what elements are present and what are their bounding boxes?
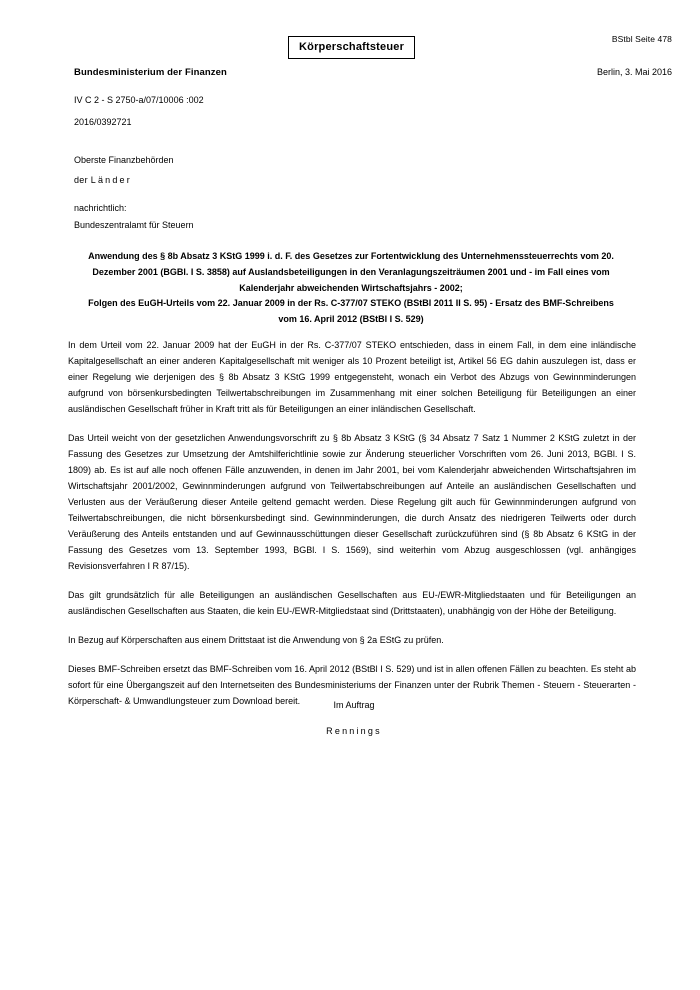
notice-label: nachrichtlich: — [74, 203, 127, 213]
body-paragraph: Dieses BMF-Schreiben ersetzt das BMF-Schreiben vom 16. April 2012 (BStBl I S. 529) und ist in allen offenen Fällen zu beachten. Es steht ab sofort für eine Übergangszeit auf den Internetseiten des Bundesministeriums der Finanzen unter der Rubrik Themen - Steuern - Steuerarten - Körperschaft- & Umwandlungsteuer zum Download bereit. — [68, 664, 636, 707]
notice-recipient: Bundeszentralamt für Steuern — [74, 220, 194, 230]
addressee-line-2 — [74, 175, 132, 185]
subject-line-1: Anwendung des § 8b Absatz 3 KStG 1999 i. d. F. des Gesetzes zur Fortentwicklung des Unternehmenssteuerrechts vom 20. — [88, 251, 614, 261]
body-paragraph: In dem Urteil vom 22. Januar 2009 hat der EuGH in der Rs. C-377/07 STEKO entschieden, dass in einem Fall, in dem eine inländische Kapitalgesellschaft an einer anderen Kapitalgesellschaft mit weniger als 10 Prozent beteiligt ist, Artikel 56 EG dahin auszulegen ist, dass er einer Regelung wie derjenigen des § 8b Absatz 3 KStG 1999 entgegensteht, wonach ein Verbot des Abzugs von Gewinnminderungen aufgrund von börsenkursbedingten Teilwertabschreibungen im Zusammenhang mit einer solchen Beteiligung für Beteiligungen an einer ausländischen Gesellschaft früher in Kraft tritt als für Beteiligungen an einer inländischen Gesellschaft. — [68, 340, 636, 415]
document-title-box: Körperschaftsteuer — [288, 36, 415, 59]
subject-line-5: vom 16. April 2012 (BStBl I S. 529) — [278, 314, 424, 324]
document-number: 2016/0392721 — [74, 117, 132, 127]
subject-line-3: Kalenderjahr abweichenden Wirtschaftsjahrs - 2002; — [239, 282, 463, 293]
signature-block — [0, 700, 700, 736]
reference-number: IV C 2 - S 2750-a/07/10006 :002 — [74, 95, 204, 105]
body-paragraph: Das gilt grundsätzlich für alle Beteiligungen an ausländischen Gesellschaften aus EU-/EWR-Mitgliedstaaten und für Beteiligungen an ausländischen Gesellschaften aus Staaten, die kein EU-/EWR-Mitgliedstaat sind (Drittstaaten), unabhängig von der Höhe der Beteiligung. — [68, 590, 636, 617]
signature-by-order: Im Auftrag — [333, 700, 375, 710]
subject-line-2: Dezember 2001 (BGBl. I S. 3858) auf Auslandsbeteiligungen in den Veranlagungszeiträumen 2001 und - im Fall eines vom — [92, 266, 610, 277]
body-paragraph: In Bezug auf Körperschaften aus einem Drittstaat ist die Anwendung von § 2a EStG zu prüfen. — [68, 635, 444, 646]
bstbl-page-reference: BStbl Seite 478 — [611, 34, 672, 44]
body-paragraph: Das Urteil weicht von der gesetzlichen Anwendungsvorschrift zu § 8b Absatz 3 KStG (§ 34 Absatz 7 Satz 1 Nummer 2 KStG zuletzt in der Fassung des Gesetzes zur Umsetzung der Amtshilferichtlinie sowie zur Änderung steuerlicher Vorschriften vom 26. Juni 2013, BGBl. I S. 1809) ab. Es ist auf alle noch offenen Fälle anzuwenden, in denen im Jahr 2001, bei vom Kalenderjahr abweichenden Wirtschaftsjahren im Wirtschaftsjahr 2001/2002, Gewinnminderungen aufgrund von Teilwertabschreibungen auf Anteile an ausländischen Gesellschaften und Verlusten aus der Veräußerung dieser Anteile geltend gemacht werden. Diese Regelung gilt auch für Gewinnminderungen aufgrund von Teilwertabschreibungen, die nicht börsenkursbedingt sind. Gewinnminderungen, die durch Ansatz des niedrigeren Teilwerts oder durch Veräußerung des Anteils entstanden und auf Gewinnausschüttungen dieser Gesellschaft zurückzuführen sind (§ 8b Absatz 6 KStG in der Fassung des Gesetzes vom 13. September 1993, BGBl. I S. 1569), sind weiterhin vom Abzug ausgeschlossen (vgl. anhängiges Revisionsverfahren I R 87/15). — [68, 433, 636, 572]
addressee-line-2-prefix: der — [74, 175, 88, 185]
signature-name: Rennings — [326, 726, 382, 736]
subject-line-4: Folgen des EuGH-Urteils vom 22. Januar 2009 in der Rs. C-377/07 STEKO (BStBl 2011 II S. 95) - Ersatz des BMF-Schreibens — [88, 298, 614, 309]
body-text — [68, 337, 636, 722]
subject-block — [68, 249, 634, 328]
place-and-date: Berlin, 3. Mai 2016 — [596, 67, 672, 77]
addressee-line-1: Oberste Finanzbehörden — [74, 155, 174, 165]
ministry-name: Bundesministerium der Finanzen — [74, 67, 227, 78]
addressee-line-2-spaced: Länder — [90, 175, 132, 185]
